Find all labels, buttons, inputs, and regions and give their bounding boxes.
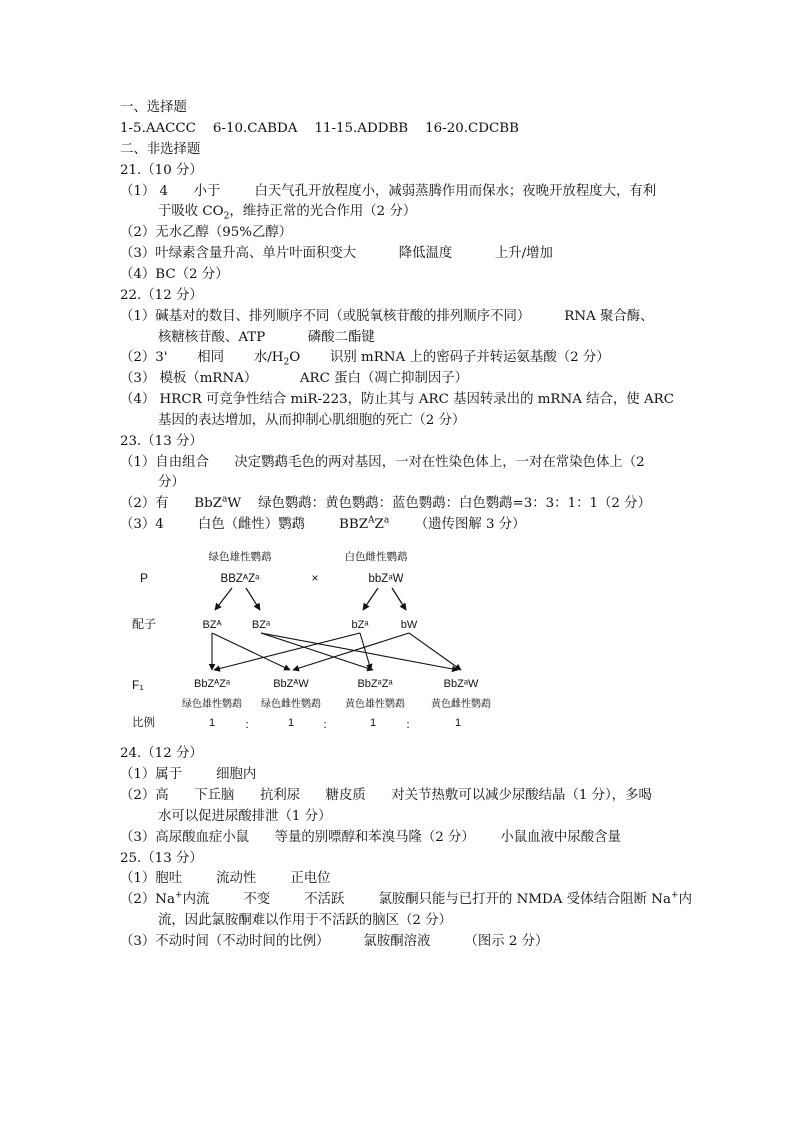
female-parent-genotype: bbZᵃW: [368, 573, 404, 585]
q25-answer-3: （3）不动时间（不动时间的比例） 氯胺酮溶液 （图示 2 分）: [120, 934, 549, 949]
q23-a3-rest: （遗传图解 3 分）: [389, 517, 526, 532]
q23-a3-pre: （3）4 白色（雌性）鹦鹉 BBZ: [120, 517, 369, 532]
offspring-1-ratio: 1: [208, 717, 216, 729]
arrow-female-to-gamete-1: [363, 588, 378, 610]
q25-answer-2-cont: 流，因此氯胺酮难以作用于不活跃的脑区（2 分）: [158, 913, 452, 928]
q24-answer-3: （3）高尿酸血症小鼠 等量的别嘌醇和苯溴马隆（2 分） 小鼠血液中尿酸含量: [120, 830, 621, 845]
q24-answer-1: （1）属于 细胞内: [120, 767, 257, 782]
offspring-3-ratio: 1: [369, 717, 377, 729]
nonmc-heading: 二、非选择题: [120, 142, 201, 157]
cross-symbol: ×: [311, 571, 319, 585]
ratio-separator-2: ：: [322, 719, 334, 731]
q25-a2-mid: 内流 不变 不活跃 氯胺酮只能与已打开的 NMDA 受体结合阻断 Na: [182, 892, 672, 907]
q21-a1-text2: ，维持正常的光合作用（2 分）: [229, 204, 417, 219]
mc-heading: 一、选择题: [120, 100, 187, 115]
offspring-2-genotype: BbZᴬW: [273, 678, 309, 690]
q23-a2-pre: （2）有 BbZ: [120, 496, 222, 511]
q21-answer-4: （4）BC（2 分）: [120, 267, 229, 282]
q24-answer-2-cont: 水可以促进尿酸排泄（1 分）: [158, 809, 332, 824]
gamete-label: 配子: [132, 617, 157, 631]
offspring-4-ratio: 1: [454, 717, 462, 729]
f1-label: F₁: [132, 678, 144, 692]
q21-answer-3: （3）叶绿素含量升高、单片叶面积变大 降低温度 上升/增加: [120, 246, 553, 261]
q22-answer-4-cont: 基因的表达增加，从而抑制心肌细胞的死亡（2 分）: [158, 413, 466, 428]
q23-a2-sup: a: [221, 494, 228, 505]
ratio-label: 比例: [132, 717, 155, 729]
q24-answer-2: （2）高 下丘脑 抗利尿 糖皮质 对关节热敷可以减少尿酸结晶（1 分），多喝: [120, 788, 652, 803]
q25-a2-pre: （2）Na: [120, 892, 176, 907]
co2-subscript: 2: [223, 211, 230, 222]
arrow-g2-to-f1-4: [261, 633, 458, 670]
q25-title: 25.（13 分）: [120, 851, 203, 866]
q21-answer-1: （1） 4 小于 白天气孔开放程度小，减弱蒸腾作用而保水；夜晚开放程度大，有利: [120, 184, 657, 199]
offspring-4-phenotype: 黄色雌性鹦鹉: [431, 699, 491, 710]
offspring-2-phenotype: 绿色雌性鹦鹉: [261, 699, 321, 710]
gamete-2: BZᵃ: [251, 619, 271, 631]
arrow-g4-to-f1-2: [293, 633, 409, 670]
arrow-female-to-gamete-2: [392, 588, 406, 610]
male-parent-genotype: BBZᴬZᵃ: [220, 573, 260, 585]
q22-answer-2: [120, 348, 610, 368]
q21-answer-1-cont: [158, 202, 416, 222]
q23-answer-1: （1）自由组合 决定鹦鹉毛色的两对基因，一对在性染色体上，一对在常染色体上（2: [120, 455, 645, 470]
offspring-1-genotype: BbZᴬZᵃ: [194, 678, 230, 690]
q25-answer-2: [120, 890, 692, 910]
gamete-3: bZᵃ: [351, 619, 369, 631]
q22-answer-4: （4） HRCR 可竞争性结合 miR-223，防止其与 ARC 基因转录出的 mRNA 结合，使 ARC: [120, 392, 674, 407]
p-generation-label: P: [140, 571, 149, 585]
arrow-g4-to-f1-4: [409, 633, 461, 670]
q22-a2-post: O 识别 mRNA 上的密码子并转运氨基酸（2 分）: [289, 350, 610, 365]
gamete-4: bW: [400, 619, 418, 631]
q23-title: 23.（13 分）: [120, 434, 203, 449]
q23-answer-1-cont: 分）: [158, 475, 185, 490]
q23-a3-sup1: A: [368, 515, 375, 526]
offspring-3-phenotype: 黄色雄性鹦鹉: [345, 699, 405, 710]
gamete-1: BZᴬ: [202, 619, 222, 631]
ratio-separator-1: ：: [244, 719, 256, 731]
q21-answer-2: （2）无水乙醇（95%乙醇）: [120, 225, 293, 240]
q23-answer-3: [120, 515, 526, 535]
q25-a2-sup1: +: [175, 890, 183, 901]
genetic-cross-diagram: [128, 540, 688, 735]
arrow-male-to-gamete-1: [215, 588, 232, 610]
male-parent-name: 绿色雄性鹦鹉: [208, 551, 272, 563]
q25-answer-1: （1）胞吐 流动性 正电位: [120, 871, 331, 886]
offspring-1-phenotype: 绿色雄性鹦鹉: [182, 699, 242, 710]
q23-a3-sup2: a: [383, 515, 390, 526]
q25-a2-end: 内: [678, 892, 692, 907]
q22-answer-1-cont: 核糖核苷酸、ATP 磷酸二酯键: [158, 330, 375, 345]
offspring-4-genotype: BbZᵃW: [443, 678, 479, 690]
arrow-g3-to-f1-1: [214, 633, 360, 670]
offspring-2-ratio: 1: [287, 717, 295, 729]
q22-a2-pre: （2）3' 相同 水/H: [120, 350, 284, 365]
q22-title: 22.（12 分）: [120, 288, 203, 303]
q23-answer-2: [120, 494, 651, 514]
q21-a1-text: 于吸收 CO: [158, 204, 224, 219]
mc-answers: 1-5.AACCC 6-10.CABDA 11-15.ADDBB 16-20.CDCBB: [120, 121, 519, 136]
q22-answer-1: （1）碱基对的数目、排列顺序不同（或脱氧核苷酸的排列顺序不同） RNA 聚合酶、: [120, 309, 654, 324]
offspring-3-genotype: BbZᵃZᵃ: [357, 678, 393, 690]
q22-answer-3: （3） 模板（mRNA） ARC 蛋白（凋亡抑制因子）: [120, 371, 469, 386]
female-parent-name: 白色雌性鹦鹉: [344, 551, 408, 563]
q23-a2-rest: W 绿色鹦鹉：黄色鹦鹉：蓝色鹦鹉：白色鹦鹉=3：3：1：1（2 分）: [227, 496, 651, 511]
q23-a3-mid: Z: [374, 517, 384, 532]
q24-title: 24.（12 分）: [120, 746, 203, 761]
arrow-male-to-gamete-2: [246, 588, 260, 610]
q25-a2-sup2: +: [671, 890, 679, 901]
ratio-separator-3: ：: [405, 719, 417, 731]
q21-title: 21.（10 分）: [120, 163, 203, 178]
h2o-subscript: 2: [283, 357, 290, 368]
